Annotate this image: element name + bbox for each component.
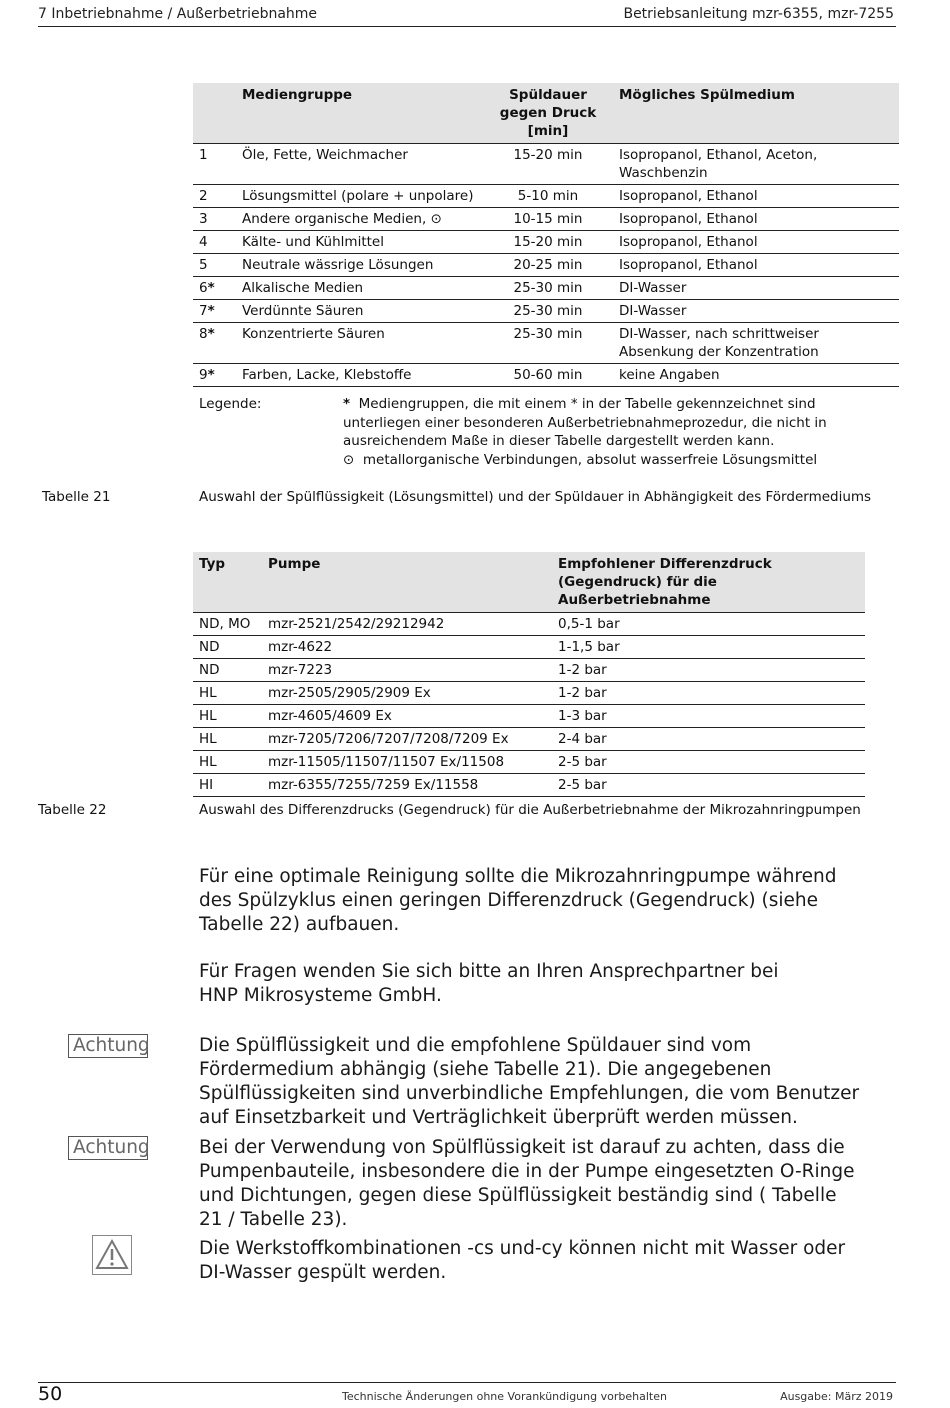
table-21-duration-text: 10-15 min <box>513 211 583 227</box>
table-21-num <box>193 208 236 231</box>
legend-star-symbol: * <box>343 396 351 412</box>
table-21-header-row <box>193 83 899 144</box>
legend-circle-text: metallorganische Verbindungen, absolut wasserfreie Lösungsmittel <box>362 452 818 468</box>
table-22-druck: 0,5-1 bar <box>558 616 620 632</box>
table-21-duration-text: 25-30 min <box>513 303 583 319</box>
table-21-duration <box>483 364 613 387</box>
caption-21-label: Tabelle 21 <box>42 489 111 505</box>
table-21-medium-text: Isopropanol, Ethanol <box>619 188 758 204</box>
table-21-group-text: Verdünnte Säuren <box>242 303 364 319</box>
legend-label: Legende: <box>199 396 262 412</box>
table-21-medium <box>613 144 899 185</box>
achtung-label-2: Achtung <box>68 1136 148 1160</box>
header-doc-title: Betriebsanleitung mzr-6355, mzr-7255 <box>623 6 894 22</box>
table-21-medium-text: DI-Wasser <box>619 280 687 296</box>
table-row <box>193 751 865 774</box>
table-row <box>193 144 899 185</box>
table-22-typ: ND, MO <box>199 616 251 632</box>
table-22-header-typ: Typ <box>193 552 262 613</box>
table-22-pumpe: mzr-11505/11507/11507 Ex/11508 <box>268 754 505 770</box>
table-21-duration <box>483 231 613 254</box>
table-21-num <box>193 364 236 387</box>
table-row <box>193 659 865 682</box>
table-21-num-text: 6 <box>199 280 208 296</box>
caption-22-text: Auswahl des Differenzdrucks (Gegendruck) für die Außerbetriebnahme der Mikrozahnringpumpen <box>199 802 861 818</box>
table-21-num-text: 9 <box>199 367 208 383</box>
table-21-medium <box>613 300 899 323</box>
table-21-medium-text: DI-Wasser, nach schrittweiser Absenkung der Konzentration <box>619 326 819 360</box>
table-21-header-num <box>193 83 236 144</box>
table-22-header-pumpe: Pumpe <box>262 552 552 613</box>
table-21-num-text: 3 <box>199 211 208 227</box>
table-22-druck: 1-2 bar <box>558 685 607 701</box>
table-21-num-text: 7 <box>199 303 208 319</box>
table-21-num <box>193 277 236 300</box>
table-22-typ: ND <box>199 639 220 655</box>
table-21-group-text: Andere organische Medien, ⊙ <box>242 211 442 227</box>
table-row <box>193 774 865 797</box>
table-21-num <box>193 185 236 208</box>
table-21-header-medium: Mögliches Spülmedium <box>613 83 899 144</box>
table-21-duration-text: 25-30 min <box>513 326 583 342</box>
table-21-group <box>236 144 483 185</box>
footer-disclaimer: Technische Änderungen ohne Vorankündigung vorbehalten <box>342 1390 667 1403</box>
table-21-group-text: Neutrale wässrige Lösungen <box>242 257 434 273</box>
table-21-medium-text: Isopropanol, Ethanol <box>619 211 758 227</box>
table-21-duration <box>483 185 613 208</box>
paragraph-contact-line1: Für Fragen wenden Sie sich bitte an Ihren Ansprechpartner bei <box>199 961 779 982</box>
table-row <box>193 613 865 636</box>
table-row <box>193 254 899 277</box>
table-21-medium <box>613 231 899 254</box>
table-21-num <box>193 254 236 277</box>
header-chapter: 7 Inbetriebnahme / Außerbetriebnahme <box>38 6 318 22</box>
table-22-druck: 2-4 bar <box>558 731 607 747</box>
caption-21-text: Auswahl der Spülflüssigkeit (Lösungsmittel) und der Spüldauer in Abhängigkeit des Fördermediums <box>199 489 872 505</box>
table-21-star: * <box>207 303 215 319</box>
table-21-duration-text: 25-30 min <box>513 280 583 296</box>
table-21-group <box>236 277 483 300</box>
table-21-medium-text: DI-Wasser <box>619 303 687 319</box>
table-22-pumpe: mzr-7205/7206/7207/7208/7209 Ex <box>268 731 509 747</box>
warning-icon <box>92 1235 132 1275</box>
table-22-druck: 1-1,5 bar <box>558 639 620 655</box>
table-22-pumpe: mzr-2521/2542/29212942 <box>268 616 445 632</box>
table-21-duration <box>483 254 613 277</box>
table-21-medium <box>613 323 899 364</box>
table-21-num <box>193 323 236 364</box>
table-21-duration-text: 15-20 min <box>513 234 583 250</box>
header-divider <box>38 26 896 27</box>
table-row <box>193 231 899 254</box>
table-21-group <box>236 231 483 254</box>
table-21-group <box>236 185 483 208</box>
table-21-duration <box>483 144 613 185</box>
table-21-medium <box>613 277 899 300</box>
table-21-num <box>193 300 236 323</box>
table-row <box>193 728 865 751</box>
table-21-medium <box>613 185 899 208</box>
table-22 <box>193 552 865 797</box>
notice-text-3: Die Werkstoffkombinationen -cs und-cy können nicht mit Wasser oder DI-Wasser gespült werden. <box>199 1238 846 1283</box>
table-21-num-text: 2 <box>199 188 208 204</box>
table-21-star: * <box>207 326 215 342</box>
table-22-pumpe: mzr-4622 <box>268 639 333 655</box>
table-22-druck: 2-5 bar <box>558 777 607 793</box>
caption-22-label: Tabelle 22 <box>38 802 107 818</box>
table-21-duration-text: 15-20 min <box>513 147 583 163</box>
table-row <box>193 682 865 705</box>
table-row <box>193 300 899 323</box>
table-22-druck: 2-5 bar <box>558 754 607 770</box>
table-21-group <box>236 364 483 387</box>
table-22-pumpe: mzr-4605/4609 Ex <box>268 708 392 724</box>
footer-divider <box>38 1382 896 1383</box>
table-21-num-text: 5 <box>199 257 208 273</box>
table-21-num-text: 1 <box>199 147 208 163</box>
table-21-header-duration: Spüldauer gegen Druck [min] <box>483 83 613 144</box>
table-row <box>193 364 899 387</box>
table-21 <box>193 83 899 387</box>
table-21-num-text: 4 <box>199 234 208 250</box>
table-21-group <box>236 254 483 277</box>
table-row <box>193 185 899 208</box>
table-21-medium-text: Isopropanol, Ethanol, Aceton, Waschbenzin <box>619 147 818 181</box>
legend-star-entry <box>343 395 888 451</box>
table-22-typ: HL <box>199 708 217 724</box>
table-21-duration-text: 5-10 min <box>517 188 579 204</box>
legend-circle-symbol: ⊙ <box>343 452 355 468</box>
table-22-typ: HL <box>199 754 217 770</box>
table-21-num <box>193 231 236 254</box>
table-21-group-text: Farben, Lacke, Klebstoffe <box>242 367 412 383</box>
table-21-duration <box>483 300 613 323</box>
table-21-group <box>236 323 483 364</box>
table-22-typ: HL <box>199 685 217 701</box>
table-21-star: * <box>207 367 215 383</box>
table-21-group-text: Konzentrierte Säuren <box>242 326 385 342</box>
legend-circle-entry <box>343 451 888 470</box>
footer-page-number: 50 <box>38 1383 63 1405</box>
table-22-pumpe: mzr-6355/7255/7259 Ex/11558 <box>268 777 479 793</box>
table-21-num-text: 8 <box>199 326 208 342</box>
table-21-group-text: Lösungsmittel (polare + unpolare) <box>242 188 474 204</box>
table-22-header-druck: Empfohlener Differenzdruck (Gegendruck) für die Außerbetriebnahme <box>552 552 865 613</box>
paragraph-contact <box>199 960 859 1008</box>
table-21-medium <box>613 364 899 387</box>
table-21-duration-text: 50-60 min <box>513 367 583 383</box>
table-21-medium-text: Isopropanol, Ethanol <box>619 234 758 250</box>
table-21-duration <box>483 277 613 300</box>
notice-text-1: Die Spülflüssigkeit und die empfohlene Spüldauer sind vom Fördermedium abhängig (siehe Tabelle 21). Die angegebenen Spülflüssigkeiten sind unverbindliche Empfehlungen, die vom Benutzer auf Einsetzbarkeit und Verträglichkeit überprüft werden müssen. <box>199 1035 860 1128</box>
notice-text-2: Bei der Verwendung von Spülflüssigkeit ist darauf zu achten, dass die Pumpenbauteile, insbesondere die in der Pumpe eingesetzten O-Ringe und Dichtungen, gegen diese Spülflüssigkeit beständig sind ( Tabelle 21 / Tabelle 23). <box>199 1137 855 1230</box>
table-21-group-text: Alkalische Medien <box>242 280 364 296</box>
table-row <box>193 705 865 728</box>
table-21-group-text: Öle, Fette, Weichmacher <box>242 147 408 163</box>
table-row <box>193 277 899 300</box>
footer-edition: Ausgabe: März 2019 <box>780 1390 893 1403</box>
table-22-pumpe: mzr-2505/2905/2909 Ex <box>268 685 431 701</box>
table-21-duration <box>483 323 613 364</box>
table-row <box>193 323 899 364</box>
table-21-group <box>236 300 483 323</box>
table-21-medium-text: keine Angaben <box>619 367 720 383</box>
table-21-duration-text: 20-25 min <box>513 257 583 273</box>
table-21-medium-text: Isopropanol, Ethanol <box>619 257 758 273</box>
table-22-druck: 1-2 bar <box>558 662 607 678</box>
table-row <box>193 208 899 231</box>
table-22-druck: 1-3 bar <box>558 708 607 724</box>
table-22-typ: HL <box>199 731 217 747</box>
table-row <box>193 636 865 659</box>
paragraph-contact-line2: HNP Mikrosysteme GmbH. <box>199 985 442 1006</box>
table-22-typ: ND <box>199 662 220 678</box>
table-22-pumpe: mzr-7223 <box>268 662 333 678</box>
table-21-group-text: Kälte- und Kühlmittel <box>242 234 384 250</box>
table-21-medium <box>613 254 899 277</box>
table-21-medium <box>613 208 899 231</box>
achtung-label-1: Achtung <box>68 1034 148 1058</box>
table-21-num <box>193 144 236 185</box>
paragraph-cleaning: Für eine optimale Reinigung sollte die Mikrozahnringpumpe während des Spülzyklus einen geringen Differenzdruck (Gegendruck) (siehe Tabelle 22) aufbauen. <box>199 866 837 935</box>
table-21-header-group: Mediengruppe <box>236 83 483 144</box>
table-21-duration <box>483 208 613 231</box>
table-21-star: * <box>207 280 215 296</box>
table-21-group <box>236 208 483 231</box>
table-22-header-row <box>193 552 865 613</box>
legend-star-text: Mediengruppen, die mit einem * in der Tabelle gekennzeichnet sind unterliegen einer besonderen Außerbetriebnahmeprozedur, die nicht in ausreichendem Maße in dieser Tabelle dargestellt werden kann. <box>343 396 827 449</box>
table-22-typ: HI <box>199 777 214 793</box>
